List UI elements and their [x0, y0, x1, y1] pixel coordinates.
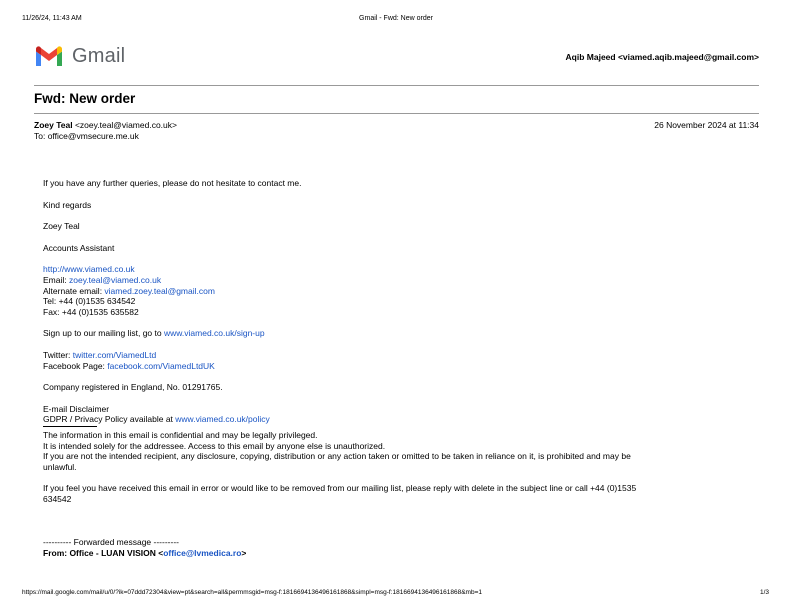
- signature-name: Zoey Teal: [43, 221, 80, 232]
- forwarded-from-prefix: From: Office - LUAN VISION <: [43, 548, 164, 559]
- email-label: Email:: [43, 274, 69, 285]
- mailing-list-line: [43, 328, 733, 339]
- disclaimer-block: [43, 404, 733, 473]
- message-date: 26 November 2024 at 11:34: [654, 120, 759, 130]
- facebook-link[interactable]: facebook.com/ViamedLtdUK: [107, 360, 215, 371]
- fax-line: Fax: +44 (0)1535 635582: [43, 306, 139, 317]
- disclaimer-separator: [43, 426, 97, 427]
- facebook-label: Facebook Page:: [43, 360, 108, 371]
- disclaimer-title: E-mail Disclaimer: [43, 403, 110, 414]
- error-line: 634542: [43, 493, 72, 504]
- forwarded-header: [43, 537, 733, 558]
- signature-title: Accounts Assistant: [43, 242, 115, 253]
- twitter-link[interactable]: twitter.com/ViamedLtd: [72, 349, 157, 360]
- body-paragraph: If you have any further queries, please do not hesitate to contact me.: [43, 178, 302, 188]
- confidential-line: unlawful.: [43, 461, 77, 472]
- contact-block: [43, 264, 733, 317]
- gdpr-link[interactable]: www.viamed.co.uk/policy: [175, 414, 270, 425]
- message-subject: Fwd: New order: [34, 91, 136, 106]
- gdpr-prefix: GDPR / Privacy Policy available at: [43, 414, 176, 425]
- email-link[interactable]: zoey.teal@viamed.co.uk: [68, 274, 162, 285]
- message-body: [43, 178, 733, 559]
- account-identity: Aqib Majeed <viamed.aqib.majeed@gmail.com>: [565, 52, 759, 62]
- social-block: [43, 350, 733, 371]
- gmail-wordmark: Gmail: [72, 45, 126, 67]
- alt-email-label: Alternate email:: [43, 285, 105, 296]
- gmail-logo-icon[interactable]: [34, 44, 64, 68]
- mailing-prefix: Sign up to our mailing list, go to: [43, 328, 164, 339]
- confidential-line: The information in this email is confidential and may be legally privileged.: [43, 429, 318, 440]
- company-registration: Company registered in England, No. 01291765.: [43, 382, 223, 393]
- website-link[interactable]: http://www.viamed.co.uk: [43, 264, 135, 275]
- confidential-line: If you are not the intended recipient, any disclosure, copying, distribution or any action taken or omitted to be taken in reliance on it, is prohibited and may be: [43, 451, 631, 462]
- sender-name: Zoey Teal: [34, 120, 73, 130]
- header-divider: [34, 85, 759, 86]
- confidential-line: It is intended solely for the addressee. Access to this email by anyone else is unauthorized.: [43, 440, 386, 451]
- print-datetime: 11/26/24, 11:43 AM: [22, 15, 82, 22]
- twitter-label: Twitter:: [43, 349, 73, 360]
- print-page-number: 1/3: [759, 589, 769, 596]
- error-line: If you feel you have received this email in error or would like to be removed from our mailing list, please reply with delete in the subject line or call +44 (0)1535: [43, 483, 637, 494]
- tel-line: Tel: +44 (0)1535 634542: [43, 296, 136, 307]
- subject-divider: [34, 113, 759, 114]
- error-notice: [43, 483, 733, 504]
- forwarded-marker: ---------- Forwarded message ---------: [43, 537, 179, 548]
- print-footer-url: https://mail.google.com/mail/u/0/?ik=07ddd72304&view=pt&search=all&permmsgid=msg-f:1816694136496161868&simpl=msg-f:1816694136496161868&mb=1: [22, 589, 482, 596]
- forwarded-from: [43, 548, 733, 559]
- forwarded-from-link[interactable]: office@lvmedica.ro: [163, 548, 242, 559]
- alt-email-link[interactable]: viamed.zoey.teal@gmail.com: [104, 285, 215, 296]
- body-paragraph: Kind regards: [43, 199, 92, 210]
- print-doc-title: Gmail - Fwd: New order: [359, 15, 433, 22]
- recipient-line: To: office@vmsecure.me.uk: [34, 131, 139, 141]
- sender-email[interactable]: <zoey.teal@viamed.co.uk>: [74, 120, 177, 130]
- sender-line: [34, 120, 177, 130]
- mailing-link[interactable]: www.viamed.co.uk/sign-up: [163, 328, 265, 339]
- forwarded-from-suffix: >: [241, 548, 247, 559]
